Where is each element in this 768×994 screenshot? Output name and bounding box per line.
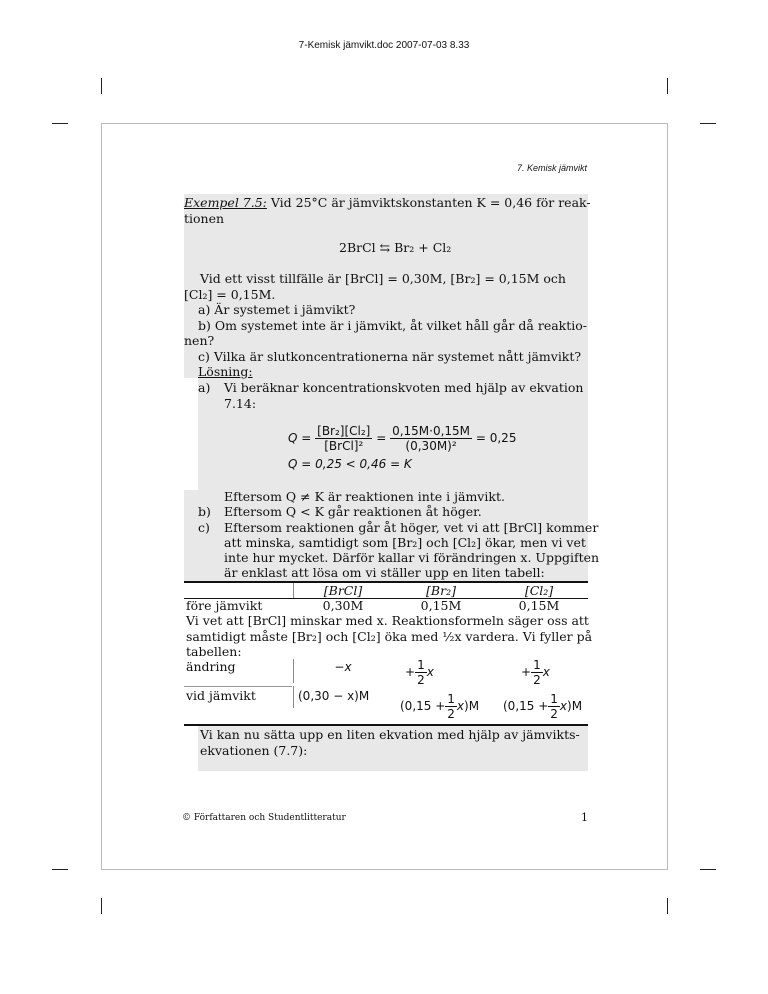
crop-mark (667, 898, 668, 914)
solution-c-1: Eftersom reaktionen går åt höger, vet vi att [BrCl] kommer (224, 520, 599, 535)
table-bottom-rule (184, 724, 588, 726)
page-number: 1 (581, 811, 588, 824)
q-symbol: Q (288, 431, 298, 445)
table-note-3: tabellen: (186, 644, 242, 659)
crop-mark (52, 123, 68, 124)
closing-1: Vi kan nu sätta upp en liten ekvation med hjälp av jämvikts- (200, 727, 580, 742)
fraction-1: $\frac{\text{[Br₂][Cl₂]}}{\text{[BrCl]²}}$ (317, 424, 371, 453)
crop-mark (52, 869, 68, 870)
eq-brcl: (0,30 − x)M (298, 689, 370, 703)
change-brcl: −x (334, 660, 352, 674)
solution-c-2: att minska, samtidigt som [Br₂] och [Cl₂] ökar, men vi vet (224, 535, 586, 550)
before-brcl: 0,30M (322, 598, 364, 613)
header-brcl: [BrCl] (323, 583, 363, 598)
solution-b: Eftersom Q < K går reaktionen åt höger. (224, 504, 482, 519)
solution-a-2: 7.14: (224, 396, 257, 411)
header-cl2: [Cl₂] (524, 583, 554, 598)
given-2: [Cl₂] = 0,15M. (184, 287, 276, 302)
crop-mark (700, 869, 716, 870)
solution-c-3: inte hur mycket. Därför kallar vi förändringen x. Uppgiften (224, 550, 600, 565)
question-b-2: nen? (184, 333, 215, 348)
change-cl2: + $\frac{1}{2}$ x (521, 658, 550, 687)
solution-c-4: är enklast att lösa om vi ställer upp en liten tabell: (224, 565, 545, 580)
running-head: 7. Kemisk jämvikt (516, 163, 587, 173)
crop-mark (700, 123, 716, 124)
eq-cl2: (0,15 + $\frac{1}{2}$ x)M (503, 692, 583, 721)
row-change-label: ändring (186, 659, 236, 674)
table-divider (293, 583, 294, 598)
equation-q: Q = $\frac{\text{[Br₂][Cl₂]}}{\text{[BrCl]²}}$ = $\frac{0,15M\cdot 0,15M}{\text{(0,30M)²}}$ = 0,25 (288, 424, 517, 453)
before-cl2: 0,15M (518, 598, 560, 613)
marker-c: c) (198, 520, 210, 535)
question-c: c) Vilka är slutkoncentrationerna när systemet nått jämvikt? (198, 349, 582, 364)
example-label: Exempel 7.5: (184, 195, 267, 210)
copyright: © Författaren och Studentlitteratur (182, 813, 346, 823)
equation-comparison: Q = 0,25 < 0,46 = K (288, 457, 412, 471)
solution-a-conclusion: Eftersom Q ≠ K är reaktionen inte i jämvikt. (224, 489, 505, 504)
row-equilibrium-label: vid jämvikt (186, 688, 256, 703)
question-a: a) Är systemet i jämvikt? (198, 302, 356, 317)
marker-b: b) (198, 504, 211, 519)
crop-mark (101, 898, 102, 914)
eq-br2: (0,15 + $\frac{1}{2}$ x)M (400, 692, 480, 721)
solution-heading: Lösning: (198, 364, 253, 379)
crop-mark (667, 78, 668, 94)
change-br2: + $\frac{1}{2}$ x (405, 658, 434, 687)
row-rule (184, 686, 292, 687)
example-intro (184, 195, 591, 211)
intro-text-2: tionen (184, 211, 225, 226)
fraction-2: $\frac{0,15M\cdot 0,15M}{\text{(0,30M)²}}$ (392, 424, 471, 453)
row-before-label: före jämvikt (186, 598, 263, 613)
solution-a-1: Vi beräknar koncentrationskvoten med hjälp av ekvation (224, 380, 584, 395)
table-note-1: Vi vet att [BrCl] minskar med x. Reaktionsformeln säger oss att (186, 613, 589, 628)
question-b: b) Om systemet inte är i jämvikt, åt vilket håll går då reaktio- (198, 318, 588, 333)
before-br2: 0,15M (420, 598, 462, 613)
header-br2: [Br₂] (426, 583, 456, 598)
table-divider (293, 686, 294, 708)
crop-mark (101, 78, 102, 94)
eq1-result: = 0,25 (475, 431, 517, 445)
marker-a: a) (198, 380, 211, 395)
table-note-2: samtidigt måste [Br₂] och [Cl₂] öka med ½x vardera. Vi fyller på (186, 629, 593, 644)
reaction-formula: 2BrCl ⇆ Br₂ + Cl₂ (339, 240, 452, 255)
closing-2: ekvationen (7.7): (200, 743, 308, 758)
file-info-header: 7-Kemisk jämvikt.doc 2007-07-03 8.33 (298, 40, 470, 51)
given-1: Vid ett visst tillfälle är [BrCl] = 0,30M, [Br₂] = 0,15M och (200, 271, 566, 286)
intro-text: Vid 25°C är jämviktskonstanten K = 0,46 för reak- (266, 195, 591, 210)
